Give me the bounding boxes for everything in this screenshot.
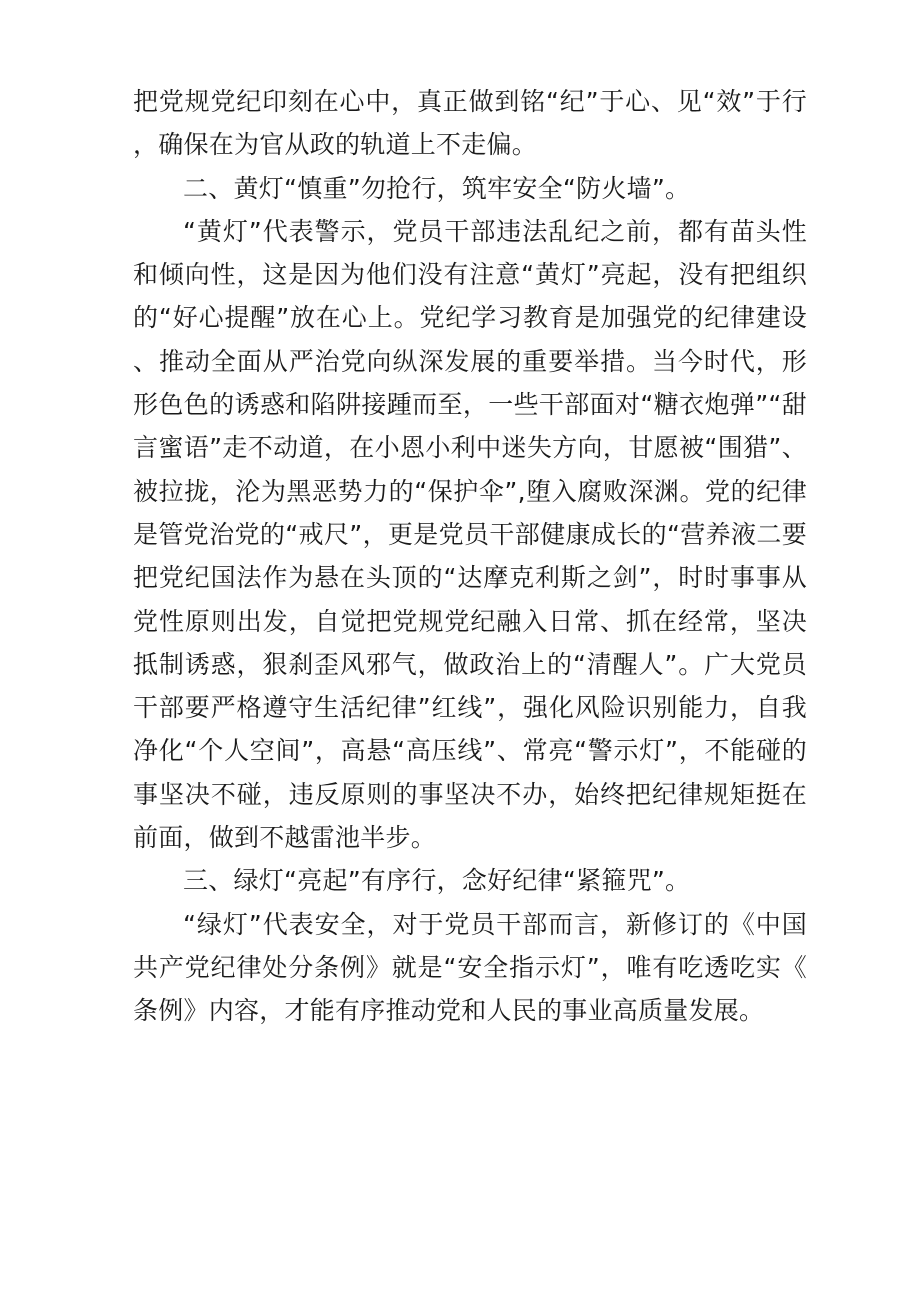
section-heading-yellow-light: 二、黄灯“慎重”勿抢行，筑牢安全“防火墙”。 <box>183 173 691 203</box>
paragraph-green-light: “绿灯”代表安全，对于党员干部而言，新修订的《中国共产党纪律处分条例》就是“安全指示灯”，唯有吃透吃实《条例》内容，才能有序推动党和人民的事业高质量发展。 <box>133 909 807 1026</box>
section-heading-green-light: 三、绿灯“亮起”有序行，念好纪律“紧箍咒”。 <box>183 866 691 896</box>
paragraph-continued: 把党规党纪印刻在心中，真正做到铭“纪”于心、见“效”于行，确保在为官从政的轨道上不走偏。 <box>133 87 807 160</box>
paragraph-yellow-light: “黄灯”代表警示，党员干部违法乱纪之前，都有苗头性和倾向性，这是因为他们没有注意“黄灯”亮起，没有把组织的“好心提醒”放在心上。党纪学习教育是加强党的纪律建设、推动全面从严治党向纵深发展的重要举措。当今时代，形形色色的诱惑和陷阱接踵而至，一些干部面对“糖衣炮弹”“甜言蜜语”走不动道，在小恩小利中迷失方向，甘愿被“围猎”、被拉拢，沦为黑恶势力的“保护伞”,堕入腐败深渊。党的纪律是管党治党的“戒尺”，更是党员干部健康成长的“营养液二要把党纪国法作为悬在头顶的“达摩克利斯之剑”，时时事事从党性原则出发，自觉把党规党纪融入日常、抓在经常，坚决抵制诱惑，狠刹歪风邪气，做政治上的“清醒人”。广大党员干部要严格遵守生活纪律”红线”，强化风险识别能力，自我净化“个人空间”，高悬“高压线”、常亮“警示灯”，不能碰的事坚决不碰，违反原则的事坚决不办，始终把纪律规矩挺在前面，做到不越雷池半步。 <box>133 216 807 853</box>
document-body <box>133 80 807 1033</box>
